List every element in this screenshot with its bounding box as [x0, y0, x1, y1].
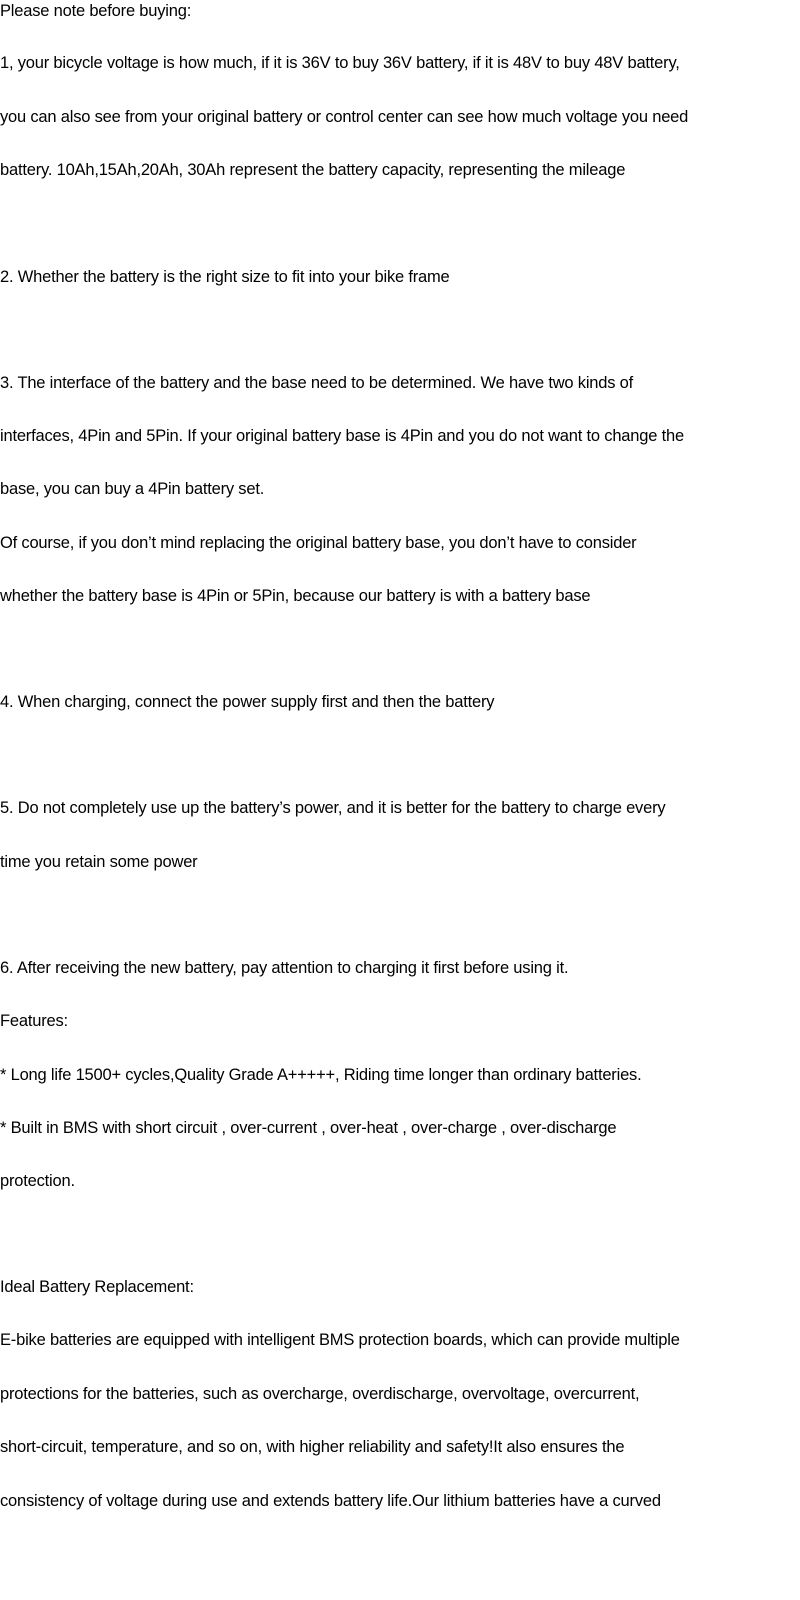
note-1-line-1: 1, your bicycle voltage is how much, if it is 36V to buy 36V battery, if it is 48V to buy 48V battery, — [0, 54, 680, 72]
feature-1-line-1: * Long life 1500+ cycles,Quality Grade A+++++, Riding time longer than ordinary batteries. — [0, 1066, 642, 1084]
replacement-line-1: E-bike batteries are equipped with intelligent BMS protection boards, which can provide multiple — [0, 1331, 680, 1349]
replacement-line-4: consistency of voltage during use and extends battery life.Our lithium batteries have a curved — [0, 1492, 661, 1510]
note-3-line-2: interfaces, 4Pin and 5Pin. If your original battery base is 4Pin and you do not want to change the — [0, 427, 684, 445]
heading-ideal-replacement: Ideal Battery Replacement: — [0, 1278, 194, 1296]
note-6-line-1: 6. After receiving the new battery, pay attention to charging it first before using it. — [0, 959, 569, 977]
note-4-line-1: 4. When charging, connect the power supply first and then the battery — [0, 693, 495, 711]
note-3-line-5: whether the battery base is 4Pin or 5Pin, because our battery is with a battery base — [0, 587, 591, 605]
heading-features: Features: — [0, 1012, 68, 1030]
feature-2-line-1: * Built in BMS with short circuit , over-current , over-heat , over-charge , over-discharge — [0, 1119, 617, 1137]
note-1-line-2: you can also see from your original battery or control center can see how much voltage you need — [0, 108, 689, 126]
replacement-line-3: short-circuit, temperature, and so on, with higher reliability and safety!It also ensures the — [0, 1438, 625, 1456]
feature-2-line-2: protection. — [0, 1172, 75, 1190]
note-3-line-1: 3. The interface of the battery and the base need to be determined. We have two kinds of — [0, 374, 634, 392]
note-3-line-3: base, you can buy a 4Pin battery set. — [0, 480, 265, 498]
note-5-line-1: 5. Do not completely use up the battery’s power, and it is better for the battery to charge every — [0, 799, 666, 817]
note-1-line-3: battery. 10Ah,15Ah,20Ah, 30Ah represent the battery capacity, representing the mileage — [0, 161, 626, 179]
note-2-line-1: 2. Whether the battery is the right size to fit into your bike frame — [0, 268, 450, 286]
replacement-line-2: protections for the batteries, such as overcharge, overdischarge, overvoltage, overcurrent, — [0, 1385, 640, 1403]
note-5-line-2: time you retain some power — [0, 853, 198, 871]
note-3-line-4: Of course, if you don’t mind replacing the original battery base, you don’t have to consider — [0, 534, 637, 552]
heading-please-note: Please note before buying: — [0, 2, 192, 20]
